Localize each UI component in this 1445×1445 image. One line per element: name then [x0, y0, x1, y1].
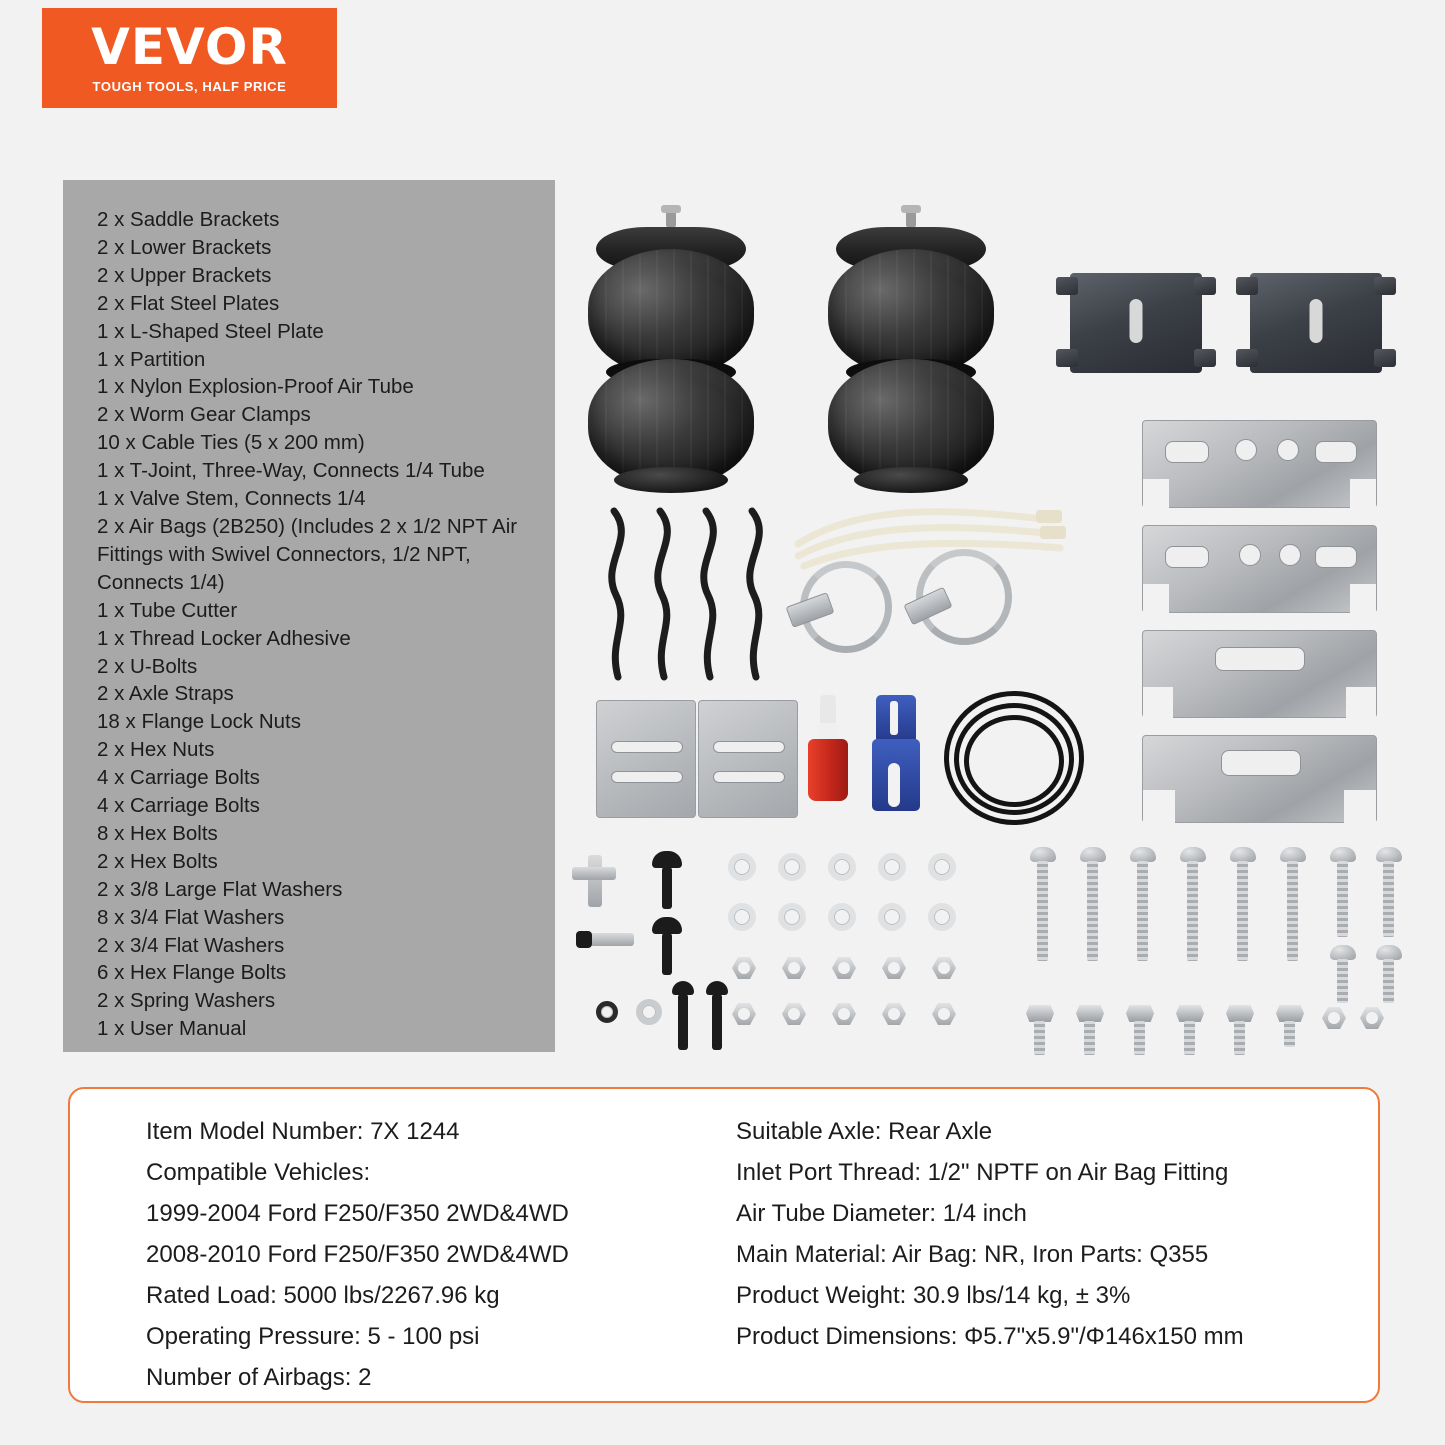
bracket-slot: [1310, 299, 1323, 343]
bolt-shaft: [1337, 959, 1348, 1003]
spec-item: 2008-2010 Ford F250/F350 2WD&4WD: [146, 1241, 569, 1268]
list-item: 1 x L-Shaped Steel Plate: [97, 319, 324, 343]
spec-item: Product Weight: 30.9 lbs/14 kg, ± 3%: [736, 1282, 1131, 1309]
spec-column-left: [70, 1089, 670, 1401]
saddle-bracket-left: [1070, 273, 1202, 373]
bolt-head: [652, 851, 682, 868]
list-item: 2 x Hex Nuts: [97, 738, 215, 762]
strap-slot: [713, 741, 785, 753]
plate-hole: [1279, 544, 1301, 566]
bolt-shaft: [662, 933, 672, 975]
bolt-shaft: [1383, 959, 1394, 1003]
list-item: 2 x Lower Brackets: [97, 235, 272, 259]
plate-notch: [1346, 687, 1376, 719]
bolt-shaft: [1137, 861, 1148, 961]
bolt-head: [652, 917, 682, 934]
list-item: 1 x T-Joint, Three-Way, Connects 1/4 Tube: [97, 459, 485, 483]
bolt-shaft: [1383, 861, 1394, 937]
saddle-bracket-right: [1250, 273, 1382, 373]
bolt-shaft: [1037, 861, 1048, 961]
list-item: 6 x Hex Flange Bolts: [97, 961, 287, 985]
spec-item: Main Material: Air Bag: NR, Iron Parts: Q355: [736, 1241, 1209, 1268]
list-item: 1 x Partition: [97, 347, 206, 371]
bolt-shaft: [1234, 1021, 1245, 1055]
bracket-tab: [1374, 277, 1396, 295]
list-item: 18 x Flange Lock Nuts: [97, 710, 301, 734]
bracket-tab: [1194, 277, 1216, 295]
air-fitting-icon: [906, 211, 916, 227]
flat-washer: [728, 853, 756, 881]
bolt-head: [1176, 1005, 1204, 1022]
plate-notch: [1143, 790, 1175, 824]
list-item: 2 x Air Bags (2B250) (Includes 2 x 1/2 NPT Air Fittings with Swivel Connectors, 1/2 NPT, Connects 1/4): [97, 514, 523, 594]
spec-column-right: [670, 1089, 1370, 1401]
u-bolt-group: [602, 505, 792, 685]
list-item: 8 x Hex Bolts: [97, 821, 218, 845]
flange-lock-nut: [732, 1003, 756, 1025]
spring-washer: [596, 1001, 618, 1023]
plate-slot: [1315, 546, 1357, 568]
plate-notch: [1344, 790, 1376, 824]
carriage-bolt-black-3: [672, 981, 694, 1051]
air-bag-left: [588, 227, 754, 487]
air-bag-upper-lobe: [588, 249, 754, 377]
flange-lock-nut: [932, 957, 956, 979]
list-item: 2 x U-Bolts: [97, 654, 198, 678]
list-item: 2 x 3/4 Flat Washers: [97, 933, 285, 957]
spec-item: Inlet Port Thread: 1/2" NPTF on Air Bag Fitting: [736, 1159, 1229, 1186]
bolt-head: [1330, 847, 1356, 862]
list-item: 4 x Carriage Bolts: [97, 766, 260, 790]
cutter-blade-gap: [890, 701, 898, 735]
t-joint-cross: [572, 867, 616, 880]
flat-washer: [828, 853, 856, 881]
plate-hole: [1277, 439, 1299, 461]
spec-item: Operating Pressure: 5 - 100 psi: [146, 1323, 480, 1350]
partition-plate: [1142, 735, 1377, 823]
axle-strap-plate-right: [698, 700, 798, 818]
spec-item: Rated Load: 5000 lbs/2267.96 kg: [146, 1282, 500, 1309]
list-item: 1 x Thread Locker Adhesive: [97, 626, 351, 650]
carriage-bolt-black-4: [706, 981, 728, 1051]
bolt-shaft: [1284, 1021, 1295, 1047]
bolt-shaft: [1034, 1021, 1045, 1055]
flat-washer: [878, 853, 906, 881]
list-item: 1 x Nylon Explosion-Proof Air Tube: [97, 375, 414, 399]
flange-lock-nut: [732, 957, 756, 979]
thread-locker-bottle: [808, 695, 854, 815]
bolt-shaft: [1087, 861, 1098, 961]
valve-stem: [590, 933, 634, 946]
spec-item: Air Tube Diameter: 1/4 inch: [736, 1200, 1027, 1227]
cutter-grip-gap: [888, 763, 900, 807]
plate-slot: [1221, 750, 1301, 776]
flat-washer: [928, 853, 956, 881]
bolt-head: [672, 981, 694, 995]
flat-steel-plate-2: [1142, 525, 1377, 613]
carriage-bolt-black-2: [652, 917, 682, 975]
bolt-head: [1130, 847, 1156, 862]
plate-notch: [1350, 479, 1376, 509]
air-bag-right: [828, 227, 994, 487]
tube-cutter: [868, 695, 924, 813]
air-bag-base: [614, 467, 728, 493]
axle-strap-plate-left: [596, 700, 696, 818]
strap-slot: [713, 771, 785, 783]
bolt-shaft: [1337, 861, 1348, 937]
list-item: 4 x Carriage Bolts: [97, 794, 260, 818]
flat-washer: [778, 903, 806, 931]
tube-coil-ring: [964, 715, 1064, 807]
plate-hole: [1235, 439, 1257, 461]
bolt-shaft: [1134, 1021, 1145, 1055]
flange-lock-nut: [882, 1003, 906, 1025]
worm-gear-clamp-left: [792, 555, 902, 665]
list-item: 1 x User Manual: [97, 1017, 247, 1041]
bottle-cap: [820, 695, 836, 725]
air-bag-base: [854, 467, 968, 493]
brand-logo: [42, 8, 337, 108]
air-bag-upper-lobe: [828, 249, 994, 377]
bracket-tab: [1194, 349, 1216, 367]
spec-item: 1999-2004 Ford F250/F350 2WD&4WD: [146, 1200, 569, 1227]
plate-slot: [1315, 441, 1357, 463]
flat-steel-plate-1: [1142, 420, 1377, 508]
spec-item: Suitable Axle: Rear Axle: [736, 1118, 993, 1145]
list-item: 1 x Tube Cutter: [97, 598, 238, 622]
list-item: 2 x 3/8 Large Flat Washers: [97, 877, 343, 901]
bracket-tab: [1236, 277, 1258, 295]
bolt-head: [1226, 1005, 1254, 1022]
bottle-body: [808, 739, 848, 801]
flange-lock-nut: [782, 957, 806, 979]
list-item: 2 x Upper Brackets: [97, 263, 272, 287]
plate-notch: [1143, 687, 1173, 719]
flat-washer: [778, 853, 806, 881]
flat-washer: [878, 903, 906, 931]
strap-slot: [611, 771, 683, 783]
plate-hole: [1239, 544, 1261, 566]
bracket-slot: [1130, 299, 1143, 343]
flange-lock-nut: [832, 957, 856, 979]
bracket-tab: [1056, 349, 1078, 367]
bolt-head: [1080, 847, 1106, 862]
brand-tagline: TOUGH TOOLS, HALF PRICE: [92, 79, 287, 94]
spring-washer: [636, 999, 662, 1025]
flange-lock-nut: [932, 1003, 956, 1025]
bolt-shaft: [678, 994, 688, 1050]
bolt-head: [1276, 1005, 1304, 1022]
bolt-head: [1330, 945, 1356, 960]
bolt-shaft: [1084, 1021, 1095, 1055]
list-item: 2 x Flat Steel Plates: [97, 291, 280, 315]
spec-item: Product Dimensions: Φ5.7"x5.9"/Φ146x150 mm: [736, 1323, 1244, 1350]
bracket-tab: [1236, 349, 1258, 367]
plate-slot: [1165, 441, 1209, 463]
bolt-shaft: [712, 994, 722, 1050]
bolt-head: [706, 981, 728, 995]
spec-item: Number of Airbags: 2: [146, 1364, 372, 1391]
flange-lock-nut: [832, 1003, 856, 1025]
spec-item: Compatible Vehicles:: [146, 1159, 371, 1186]
hex-nut: [1322, 1007, 1346, 1029]
plate-notch: [1143, 584, 1169, 614]
bolt-head: [1280, 847, 1306, 862]
plate-slot: [1165, 546, 1209, 568]
bolt-head: [1180, 847, 1206, 862]
list-item: 2 x Saddle Brackets: [97, 208, 280, 231]
t-joint-fitting: [588, 855, 602, 907]
bolt-shaft: [1237, 861, 1248, 961]
bolt-head: [1230, 847, 1256, 862]
plate-notch: [1350, 584, 1376, 614]
worm-gear-clamp-right: [908, 543, 1026, 661]
product-image: [560, 175, 1400, 1055]
bolt-shaft: [1287, 861, 1298, 961]
bracket-tab: [1056, 277, 1078, 295]
list-item: 8 x 3/4 Flat Washers: [97, 905, 285, 929]
brand-name: VEVOR: [91, 18, 288, 76]
bolt-shaft: [662, 867, 672, 909]
list-item: 1 x Valve Stem, Connects 1/4: [97, 487, 366, 511]
list-item: 10 x Cable Ties (5 x 200 mm): [97, 431, 365, 455]
parts-list-panel: [63, 180, 555, 1052]
spec-item: Item Model Number: 7X 1244: [146, 1118, 460, 1145]
plate-notch: [1143, 479, 1169, 509]
strap-slot: [611, 741, 683, 753]
flange-lock-nut: [882, 957, 906, 979]
flat-washer: [728, 903, 756, 931]
bolt-head: [1126, 1005, 1154, 1022]
air-fitting-icon: [666, 211, 676, 227]
bolt-head: [1076, 1005, 1104, 1022]
list-item: 2 x Spring Washers: [97, 989, 276, 1013]
list-item: 2 x Axle Straps: [97, 682, 234, 706]
bracket-tab: [1374, 349, 1396, 367]
carriage-bolt-black-1: [652, 851, 682, 909]
bolt-head: [1376, 945, 1402, 960]
bolt-head: [1026, 1005, 1054, 1022]
nylon-air-tube-coil: [940, 687, 1100, 837]
valve-stem-cap: [576, 931, 592, 948]
hex-nut: [1360, 1007, 1384, 1029]
flat-washer: [928, 903, 956, 931]
flat-washer: [828, 903, 856, 931]
bolt-shaft: [1184, 1021, 1195, 1055]
plate-slot: [1215, 647, 1305, 671]
list-item: 2 x Hex Bolts: [97, 849, 218, 873]
bolt-head: [1030, 847, 1056, 862]
specifications-panel: [68, 1087, 1380, 1403]
flange-lock-nut: [782, 1003, 806, 1025]
list-item: 2 x Worm Gear Clamps: [97, 403, 311, 427]
bolt-head: [1376, 847, 1402, 862]
bolt-shaft: [1187, 861, 1198, 961]
l-shaped-steel-plate: [1142, 630, 1377, 718]
